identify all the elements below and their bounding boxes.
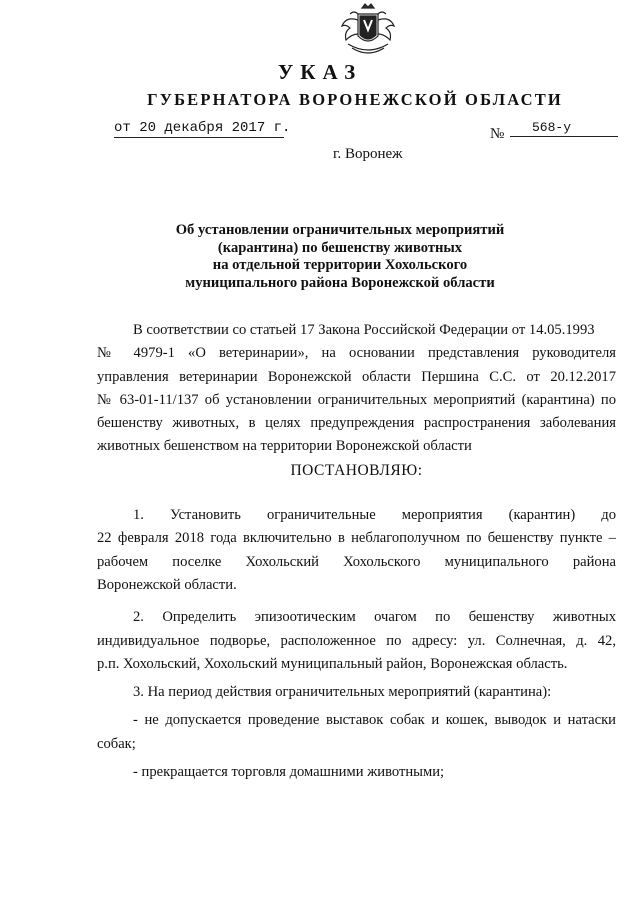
bullet-1-line: - не допускается проведение выставок собак и кошек, выводок и натаски	[133, 712, 616, 729]
item-1-line: 22 февраля 2018 года включительно в неблагополучном по бешенству пункте –	[97, 530, 616, 547]
decree-subject	[140, 222, 540, 292]
bullet-1-line: собак;	[97, 735, 136, 752]
subject-line: муниципального района Воронежской области	[185, 274, 495, 291]
item-1-line: рабочем поселке Хохольский Хохольского муниципального района	[97, 553, 616, 570]
coat-of-arms-icon	[336, 2, 400, 60]
decree-word: ПОСТАНОВЛЯЮ:	[290, 461, 423, 479]
preamble-line: № 63-01-11/137 об установлении ограничительных мероприятий (карантина) по	[97, 391, 616, 408]
preamble-line: бешенству животных, в целях предупреждения распространения заболевания	[97, 415, 616, 432]
item-2-line: р.п. Хохольский, Хохольский муниципальный район, Воронежская область.	[97, 655, 568, 672]
preamble-line: В соответствии со статьей 17 Закона Российской Федерации от 14.05.1993	[133, 322, 595, 338]
decree-date: от 20 декабря 2017 г.	[114, 120, 291, 136]
decree-subtitle: ГУБЕРНАТОРА ВОРОНЕЖСКОЙ ОБЛАСТИ	[147, 90, 563, 109]
item-2-line: индивидуальное подворье, расположенное по адресу: ул. Солнечная, д. 42,	[97, 632, 616, 649]
subject-line: (карантина) по бешенству животных	[217, 239, 463, 256]
decree-body	[97, 319, 616, 784]
subject-line: на отдельной территории Хохольского	[212, 257, 468, 273]
preamble-line: управления ветеринарии Воронежской области Першина С.С. от 20.12.2017	[97, 368, 616, 385]
item-1-line: 1. Установить ограничительные мероприятия (карантин) до	[133, 507, 616, 524]
bullet-2-line: - прекращается торговля домашними животными;	[133, 764, 445, 781]
number-label: №	[490, 126, 505, 142]
item-2-line: 2. Определить эпизоотическим очагом по бешенству животных	[133, 609, 616, 626]
preamble-line: № 4979-1 «О ветеринарии», на основании представления руководителя	[97, 345, 616, 362]
subject-line: Об установлении ограничительных мероприятий	[175, 222, 505, 238]
city: г. Воронеж	[333, 146, 403, 162]
item-1-line: Воронежской области.	[97, 576, 237, 593]
preamble-line: животных бешенством на территории Воронежской области	[97, 438, 472, 455]
decree-title: УКАЗ	[277, 60, 363, 84]
decree-number: 568-у	[510, 120, 618, 137]
item-3-line: 3. На период действия ограничительных мероприятий (карантина):	[133, 684, 552, 701]
